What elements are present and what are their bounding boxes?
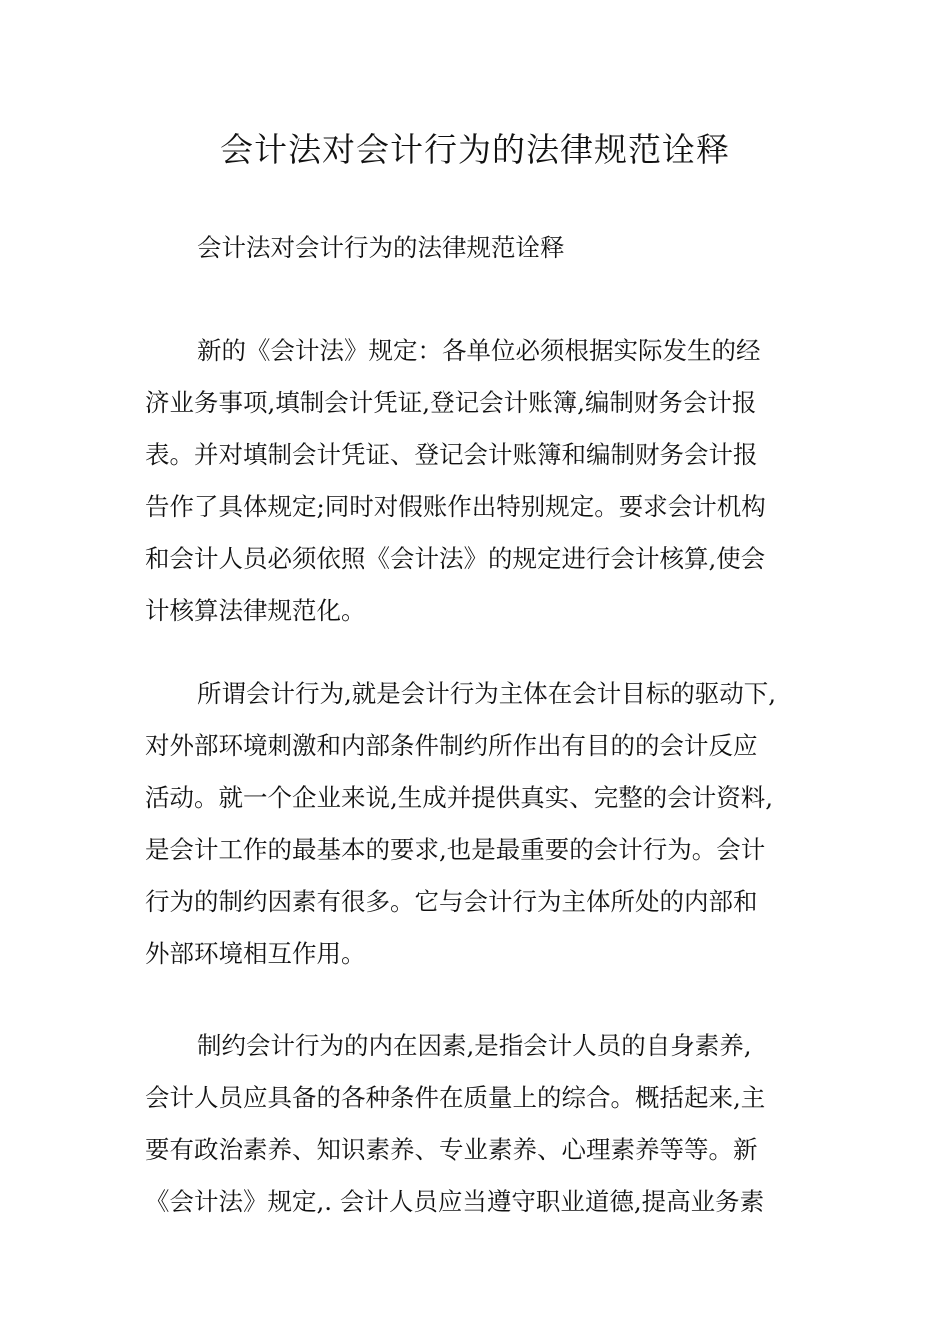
paragraph-line: 会计人员应具备的各种条件在质量上的综合。概括起来,主	[145, 1083, 766, 1112]
paragraph-line: 行为的制约因素有很多。它与会计行为主体所处的内部和	[145, 887, 758, 916]
subtitle-line: 会计法对会计行为的法律规范诠释	[197, 233, 565, 262]
paragraph-line: 表。并对填制会计凭证、登记会计账簿和编制财务会计报	[145, 440, 758, 469]
paragraph-3	[145, 1020, 825, 1228]
paragraph-line: 《会计法》规定,. 会计人员应当遵守职业道德,提高业务素	[145, 1187, 765, 1216]
paragraph-1	[145, 325, 825, 637]
paragraph-line: 济业务事项,填制会计凭证,登记会计账簿,编制财务会计报	[145, 388, 757, 417]
paragraph-line: 活动。就一个企业来说,生成并提供真实、完整的会计资料,	[145, 783, 774, 812]
paragraph-line: 要有政治素养、知识素养、专业素养、心理素养等等。新	[145, 1135, 758, 1164]
document-title: 会计法对会计行为的法律规范诠释	[220, 130, 730, 169]
paragraph-line: 和会计人员必须依照《会计法》的规定进行会计核算,使会	[145, 544, 766, 573]
paragraph-line: 对外部环境刺激和内部条件制约所作出有目的的会计反应	[145, 731, 758, 760]
paragraph-line: 计核算法律规范化。	[145, 596, 366, 625]
paragraph-line: 外部环境相互作用。	[145, 939, 366, 968]
paragraph-line: 告作了具体规定;同时对假账作出特别规定。要求会计机构	[145, 492, 766, 521]
paragraph-line: 所谓会计行为,就是会计行为主体在会计目标的驱动下,	[197, 679, 777, 708]
paragraph-line: 是会计工作的最基本的要求,也是最重要的会计行为。会计	[145, 835, 766, 864]
paragraph-2	[145, 668, 825, 980]
paragraph-line: 新的《会计法》规定：各单位必须根据实际发生的经	[197, 336, 761, 365]
paragraph-line: 制约会计行为的内在因素,是指会计人员的自身素养,	[197, 1031, 752, 1060]
document-subtitle	[145, 222, 825, 274]
